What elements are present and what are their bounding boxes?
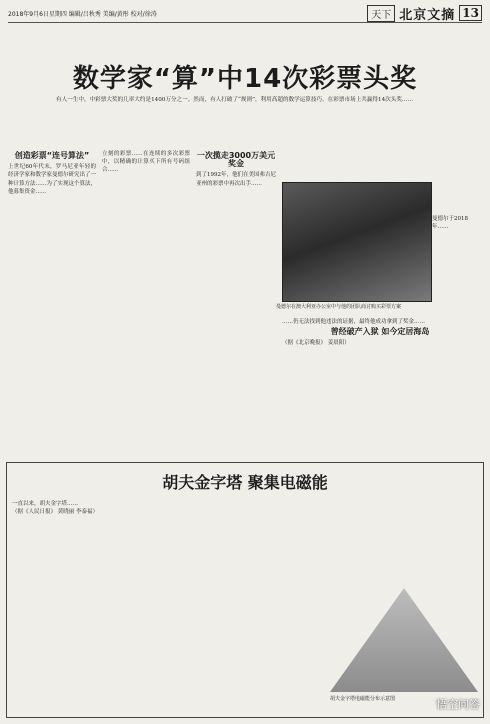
article-column-1 — [8, 150, 96, 450]
column-text: 一直以来，胡夫金字塔…… — [12, 501, 79, 507]
column-text: ……仍无法找到他违法的证据，最终他成功拿到了奖金…… — [282, 319, 426, 325]
byline: （据《人民日报》 黄晓丽 李泰福） — [12, 509, 98, 516]
image-caption: 胡夫金字塔电磁能分布示意图 — [330, 696, 396, 702]
article-column-3 — [196, 150, 276, 450]
article-column-2 — [102, 150, 190, 450]
newspaper-name: 北京文摘 — [399, 7, 456, 23]
article-title-2: 胡夫金字塔 聚集电磁能 — [162, 473, 328, 492]
page-number: 13 — [459, 5, 482, 21]
section-heading: 曾经破产入狱 如今定居海岛 — [330, 327, 430, 337]
column-text: 立刻的彩票……在连续的多次彩票中，以精确的计算买下所有号码组合…… — [102, 151, 190, 174]
article-column-4 — [282, 318, 478, 458]
section-heading: 一次揽走3000万美元奖金 — [196, 151, 276, 169]
side-caption: 曼德尔于2018年…… — [432, 216, 468, 230]
column-text: 到了1992年，他们在美国弗吉尼亚州的彩票中再次出手…… — [196, 172, 276, 187]
article-photo — [282, 182, 432, 302]
issue-date: 2018年9月6日星期四 编辑/吕秋秀 美编/黄彤 校对/徐涛 — [8, 10, 157, 18]
article-2-body — [12, 500, 322, 710]
article-lead: 有人一生中，中彩票大奖的几率大约是1400万分之一。然而，有人打破了“规则”，利用高超的数学运算技巧，在彩票市场上共赢得14次头奖…… — [56, 97, 414, 103]
photo-caption: 曼德尔在澳大利亚办公室中与他的团队商讨购买彩票方案 — [276, 304, 402, 310]
byline: （据《北京晚报》 姜晨阳） — [282, 340, 350, 347]
section-heading: 创造彩票“连号算法” — [14, 151, 90, 160]
page-header — [8, 4, 482, 23]
masthead — [367, 4, 482, 23]
column-text: 上世纪60年代末，罗马尼亚年轻的经济学家和数学家曼德尔研究出了一种计算方法……为了实现这个算法，他募集资金…… — [8, 164, 96, 195]
column-name: 天下 — [367, 5, 395, 22]
watermark-logo: 悟空问答 — [436, 698, 480, 711]
article-title: 数学家“算”中14次彩票头奖 — [72, 64, 418, 94]
